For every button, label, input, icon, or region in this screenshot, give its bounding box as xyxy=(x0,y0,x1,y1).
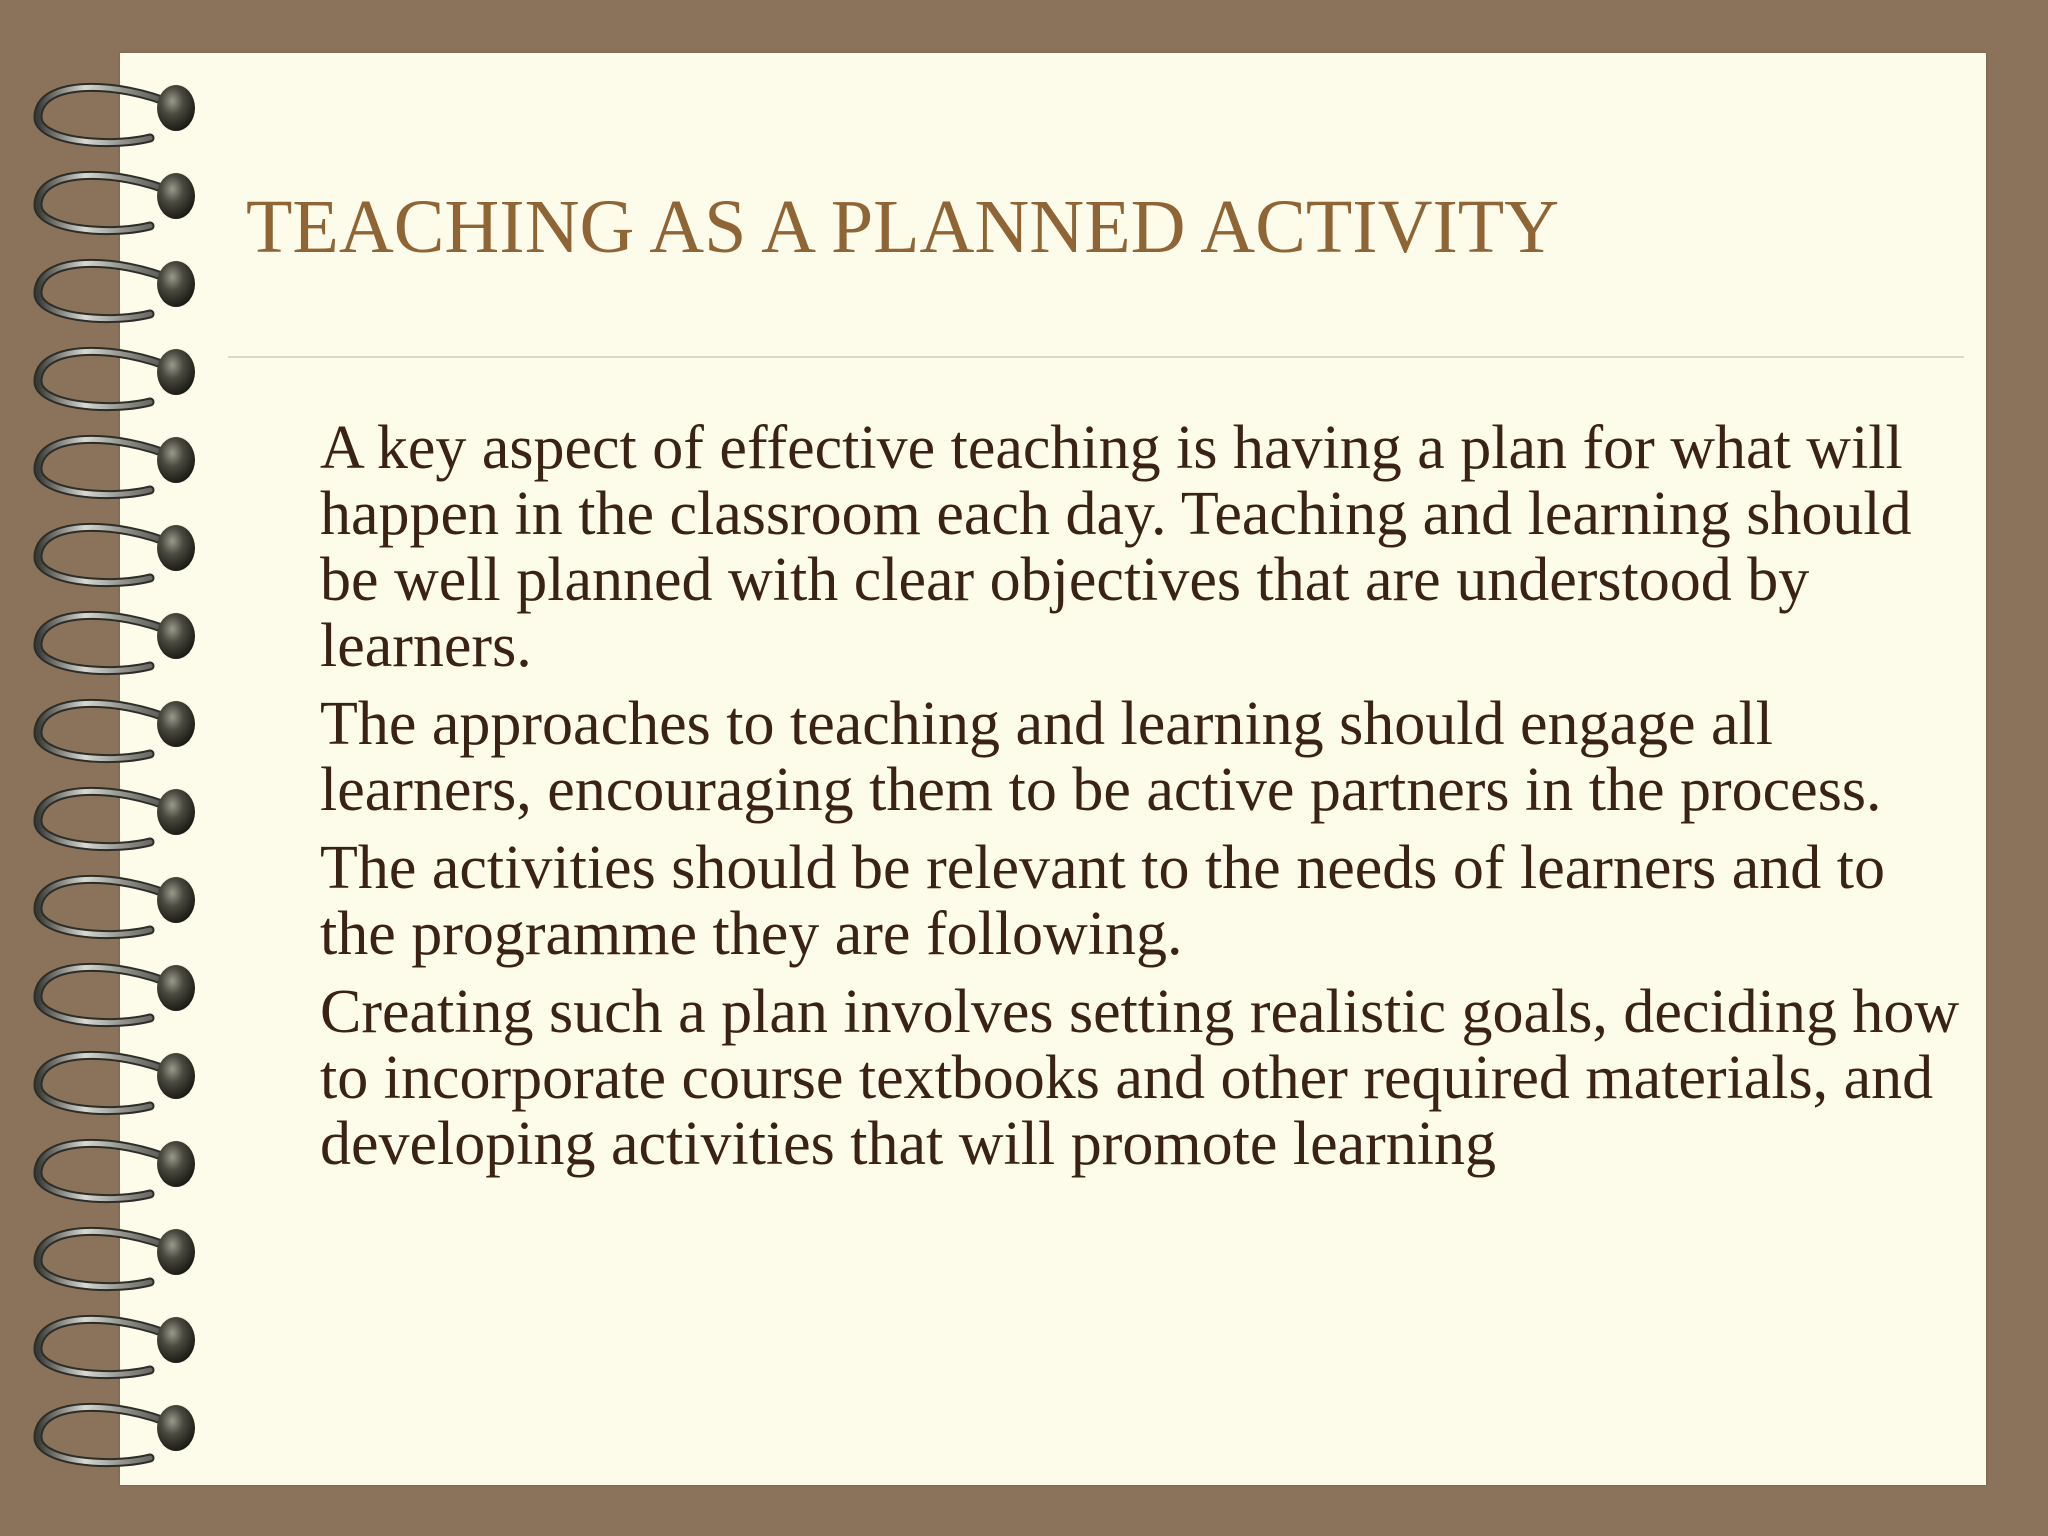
spiral-ring-icon xyxy=(38,173,195,231)
spiral-ring-icon xyxy=(38,1229,195,1287)
spiral-ring-icon xyxy=(38,877,195,935)
spiral-ring-icon xyxy=(38,261,195,319)
spiral-ring-icon xyxy=(38,1141,195,1199)
title-divider xyxy=(228,356,1964,358)
spiral-ring-icon xyxy=(38,613,195,671)
spiral-binding-icon xyxy=(0,0,230,1536)
spiral-ring-icon xyxy=(38,701,195,759)
paragraph-approaches: The approaches to teaching and learning should engage all learners, encouraging them to be active partners in the process. xyxy=(320,690,1882,824)
spiral-ring-icon xyxy=(38,349,195,407)
paragraph-planning: A key aspect of effective teaching is having a plan for what will happen in the classroom each day. Teaching and learning should be well planned with clear objectives that are understood by learners. xyxy=(320,414,1912,680)
slide-body xyxy=(320,415,1960,1189)
spiral-ring-icon xyxy=(38,1405,195,1463)
spiral-ring-icon xyxy=(38,965,195,1023)
spiral-ring-icon xyxy=(38,789,195,847)
paragraph-activities: The activities should be relevant to the needs of learners and to the programme they are following. xyxy=(320,834,1885,968)
spiral-ring-icon xyxy=(38,1053,195,1111)
slide-title: TEACHING AS A PLANNED ACTIVITY xyxy=(246,185,1560,269)
spiral-ring-icon xyxy=(38,437,195,495)
spiral-ring-icon xyxy=(38,525,195,583)
spiral-ring-icon xyxy=(38,1317,195,1375)
spiral-ring-icon xyxy=(38,85,195,143)
paragraph-creating-plan: Creating such a plan involves setting realistic goals, deciding how to incorporate course textbooks and other required materials, and developing activities that will promote learning xyxy=(320,978,1960,1178)
